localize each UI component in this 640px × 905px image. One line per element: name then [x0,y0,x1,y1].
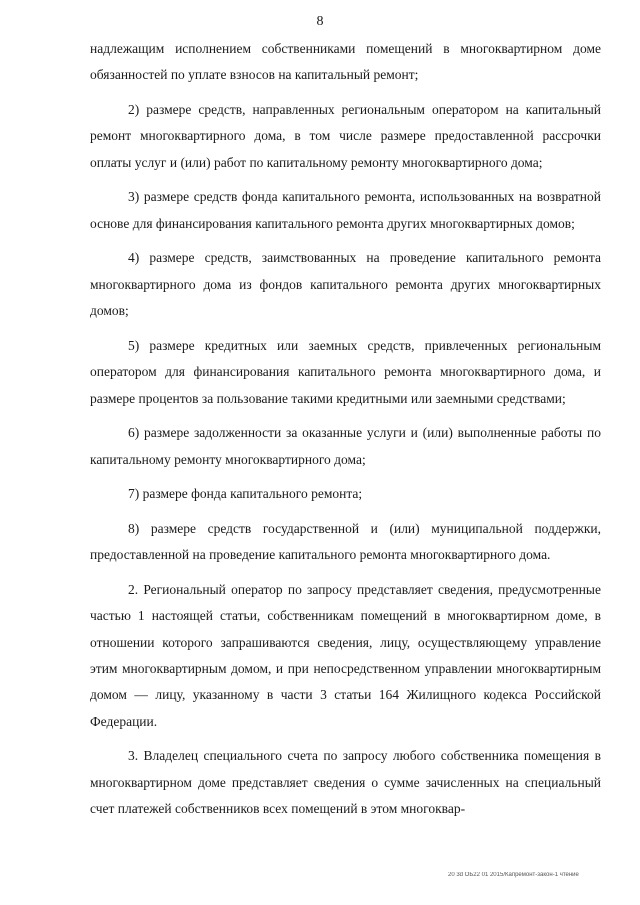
list-item-3: 3) размере средств фонда капитального ремонта, использованных на возвратной основе для финансирования капитального ремонта других многоквартирных домов; [90,189,601,231]
list-item-4: 4) размере средств, заимствованных на проведение капитального ремонта многоквартирного дома из фондов капитального ремонта других многоквартирных домов; [90,250,601,319]
list-item-8: 8) размере средств государственной и (или) муниципальной поддержки, предоставленной на проведение капитального ремонта многоквартирного дома. [90,520,601,563]
list-item-6: 6) размере задолженности за оказанные услуги и (или) выполненные работы по капитальному ремонту многоквартирного дома; [90,425,601,467]
page-number: 8 [316,14,324,29]
clause-2: 2. Региональный оператор по запросу представляет сведения, предусмотренные частью 1 настоящей статьи, собственникам помещений в многоквартирном доме, в отношении которого запрашиваются сведения, лицу, осуществляющему управление этим многоквартирным домом, и при непосредственном управлении многоквартирным домом — лицу, указанному в части 3 статьи 164 Жилищного кодекса Российской Федерации. [90,581,601,729]
list-item-2: 2) размере средств, направленных региональным оператором на капитальный ремонт многоквартирного дома, в том числе размере предоставленной рассрочки оплаты услуг и (или) работ по капитальному ремонту многоквартирного дома; [90,102,601,170]
paragraph-continuation: надлежащим исполнением собственниками помещений в многоквартирном доме обязанностей по уплате взносов на капитальный ремонт; [90,41,601,83]
list-item-7: 7) размере фонда капитального ремонта; [128,486,363,502]
footer-reference: 20 3d ОБ22 01 2015/Капремонт-закон-1 чтение [448,872,579,878]
clause-3: 3. Владелец специального счета по запросу любого собственника помещения в многоквартирном доме представляет сведения о сумме зачисленных на специальный счет платежей собственников всех помещений в этом многоквар- [90,748,601,817]
list-item-5: 5) размере кредитных или заемных средств, привлеченных региональным оператором для финансирования капитального ремонта многоквартирного дома, и размере процентов за пользование такими кредитными или заемными средствами; [90,337,601,406]
document-body [90,36,601,831]
